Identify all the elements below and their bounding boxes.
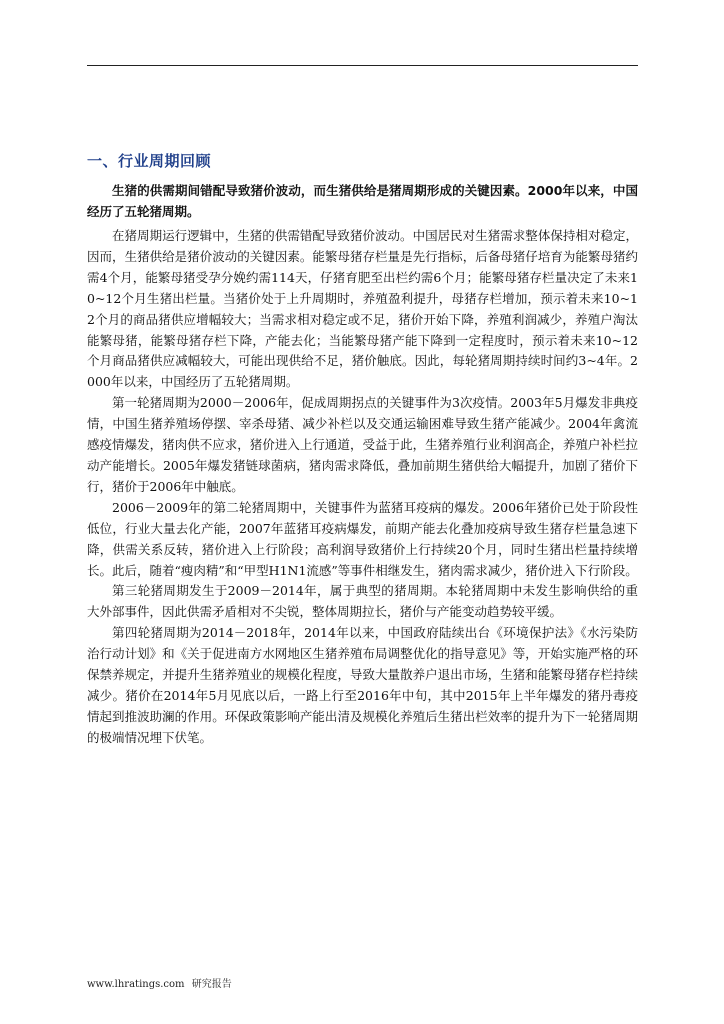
paragraph-fourth-cycle: 第四轮猪周期为2014－2018年，2014年以来，中国政府陆续出台《环境保护法》《水污染防治行动计划》和《关于促进南方水网地区生猪养殖布局调整优化的指导意见》等，开始实施严格的环保禁养规定，并提升生猪养殖业的规模化程度，导致大量散养户退出市场，生猪和能繁母猪存栏持续减少。猪价在2014年5月见底以后，一路上行至2016年中旬，其中2015年上半年爆发的猪丹毒疫情起到推波助澜的作用。环保政策影响产能出清及规模化养殖后生猪出栏效率的提升为下一轮猪周期的极端情况埋下伏笔。 bbox=[87, 625, 638, 745]
page-footer bbox=[87, 978, 236, 992]
paragraph-third-cycle: 第三轮猪周期发生于2009－2014年，属于典型的猪周期。本轮猪周期中未发生影响供给的重大外部事件，因此供需矛盾相对不尖锐，整体周期拉长，猪价与产能变动趋势较平缓。 bbox=[87, 583, 638, 620]
section-heading: 一、行业周期回顾 bbox=[87, 152, 212, 170]
header-rule bbox=[87, 65, 638, 66]
footer-label: 研究报告 bbox=[191, 979, 232, 990]
lead-paragraph: 生猪的供需期间错配导致猪价波动，而生猪供给是猪周期形成的关键因素。2000年以来，中国经历了五轮猪周期。 bbox=[87, 183, 638, 219]
paragraph-first-cycle: 第一轮猪周期为2000－2006年，促成周期拐点的关键事件为3次疫情。2003年5月爆发非典疫情，中国生猪养殖场停摆、宰杀母猪、减少补栏以及交通运输困难导致生猪产能减少。2004年禽流感疫情爆发，猪肉供不应求，猪价进入上行通道，受益于此，生猪养殖行业利润高企，养殖户补栏拉动产能增长。2005年爆发猪链球菌病，猪肉需求降低，叠加前期生猪供给大幅提升，加剧了猪价下行，猪价于2006年中触底。 bbox=[87, 395, 638, 494]
paragraph-second-cycle: 2006－2009年的第二轮猪周期中，关键事件为蓝猪耳疫病的爆发。2006年猪价已处于阶段性低位，行业大量去化产能，2007年蓝猪耳疫病爆发，前期产能去化叠加疫病导致生猪存栏量急速下降，供需关系反转，猪价进入上行阶段；高利润导致猪价上行持续20个月，同时生猪出栏量持续增长。此后，随着“瘦肉精”和“甲型H1N1流感”等事件相继发生，猪肉需求减少，猪价进入下行阶段。 bbox=[87, 499, 638, 578]
body-text bbox=[87, 180, 638, 749]
footer-website-link[interactable]: www.lhratings.com bbox=[87, 979, 185, 990]
paragraph-cycle-logic: 在猪周期运行逻辑中，生猪的供需错配导致猪价波动。中国居民对生猪需求整体保持相对稳定，因而，生猪供给是猪价波动的关键因素。能繁母猪存栏量是先行指标，后备母猪仔培育为能繁母猪约需4个月，能繁母猪受孕分娩约需114天，仔猪育肥至出栏约需6个月；能繁母猪存栏量决定了未来10~12个月生猪出栏量。当猪价处于上升周期时，养殖盈利提升，母猪存栏增加，预示着未来10~12个月的商品猪供应增幅较大；当需求相对稳定或不足，猪价开始下降，养殖利润减少，养殖户淘汰能繁母猪，能繁母猪存栏下降，产能去化；当能繁母猪产能下降到一定程度时，预示着未来10~12个月商品猪供应减幅较大，可能出现供给不足，猪价触底。因此，每轮猪周期持续时间约3~4年。2000年以来，中国经历了五轮猪周期。 bbox=[87, 228, 638, 390]
